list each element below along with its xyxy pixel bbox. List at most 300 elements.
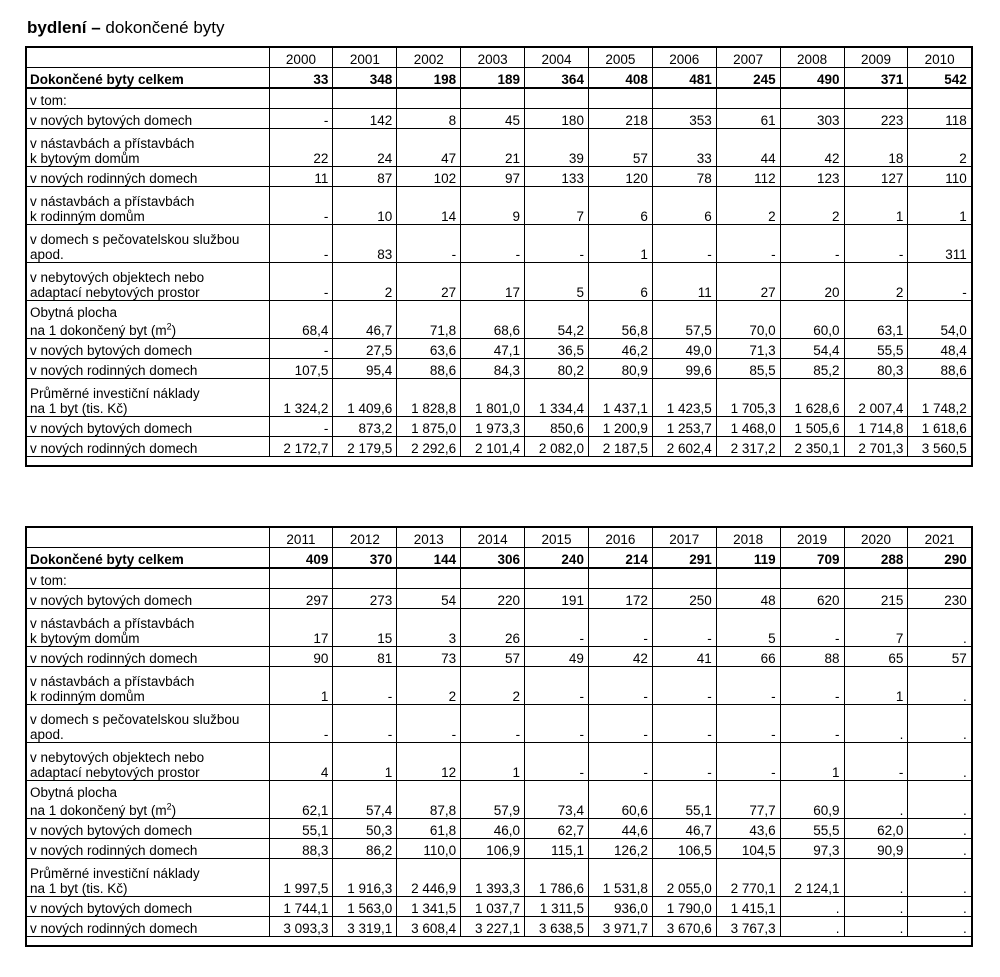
value-cell: 22 [269, 129, 333, 167]
value-cell [716, 88, 780, 109]
value-cell: 63,1 [844, 301, 908, 339]
value-cell: - [716, 705, 780, 743]
value-cell: 102 [397, 167, 461, 187]
row-label [26, 917, 269, 937]
value-cell: 9 [461, 187, 525, 225]
value-cell: - [461, 705, 525, 743]
value-cell: - [525, 667, 589, 705]
value-cell: 63,6 [397, 339, 461, 359]
row-label-line: v nástavbách a přístavbách [30, 674, 195, 689]
value-cell: 50,3 [333, 819, 397, 839]
value-cell: 1 253,7 [652, 417, 716, 437]
value-cell: 3 971,7 [588, 917, 652, 937]
value-cell: 44 [716, 129, 780, 167]
value-cell: 55,1 [269, 819, 333, 839]
value-cell: 56,8 [588, 301, 652, 339]
value-cell: 68,4 [269, 301, 333, 339]
row-label-line: na 1 dokončený byt $(m^2)$ [30, 321, 177, 338]
value-cell: 936,0 [588, 897, 652, 917]
header-empty-cell [26, 527, 269, 548]
value-cell: 1 409,6 [333, 379, 397, 417]
value-cell: 71,3 [716, 339, 780, 359]
value-cell: 1 628,6 [780, 379, 844, 417]
value-cell: 8 [397, 109, 461, 129]
row-label [26, 167, 269, 187]
row-label-line: adaptací nebytových prostor [30, 765, 200, 780]
value-cell: . [908, 609, 972, 647]
value-cell: 4 [269, 743, 333, 781]
table-row [26, 187, 972, 225]
value-cell: 2 [908, 129, 972, 167]
padding-cell [26, 457, 972, 467]
value-cell: 1 468,0 [716, 417, 780, 437]
value-cell: . [908, 897, 972, 917]
value-cell [844, 568, 908, 589]
value-cell: 7 [525, 187, 589, 225]
value-cell: - [844, 743, 908, 781]
padding-cell [26, 937, 972, 947]
value-cell: - [461, 225, 525, 263]
value-cell: - [397, 225, 461, 263]
value-cell: 83 [333, 225, 397, 263]
value-cell: 55,5 [780, 819, 844, 839]
value-cell: 61 [716, 109, 780, 129]
row-label-line: v nových rodinných domech [30, 363, 198, 378]
table-row [26, 667, 972, 705]
value-cell: 115,1 [525, 839, 589, 859]
value-cell: 3 560,5 [908, 437, 972, 457]
row-label [26, 548, 269, 569]
table-row [26, 917, 972, 937]
value-cell: 198 [397, 68, 461, 89]
value-cell: - [397, 705, 461, 743]
value-cell: . [908, 819, 972, 839]
value-cell: 127 [844, 167, 908, 187]
value-cell: 57 [908, 647, 972, 667]
row-label [26, 897, 269, 917]
value-cell: 39 [525, 129, 589, 167]
value-cell: 2 082,0 [525, 437, 589, 457]
value-cell: 1 786,6 [525, 859, 589, 897]
value-cell: 46,0 [461, 819, 525, 839]
row-label-line: Dokončené byty celkem [30, 72, 184, 87]
row-label [26, 379, 269, 417]
value-cell: 1 505,6 [780, 417, 844, 437]
value-cell: 57 [588, 129, 652, 167]
value-cell [333, 568, 397, 589]
value-cell: - [588, 667, 652, 705]
table-row [26, 897, 972, 917]
value-cell: - [269, 339, 333, 359]
value-cell: 107,5 [269, 359, 333, 379]
housing-table-2011-2021 [25, 526, 973, 947]
value-cell: 1 324,2 [269, 379, 333, 417]
value-cell: 303 [780, 109, 844, 129]
row-label-line: v nových bytových domech [30, 901, 193, 916]
row-label [26, 647, 269, 667]
table-row [26, 839, 972, 859]
row-label-line: Průměrné investiční náklady [30, 386, 200, 401]
value-cell: 11 [269, 167, 333, 187]
value-cell: 2 055,0 [652, 859, 716, 897]
value-cell [844, 88, 908, 109]
value-cell: 43,6 [716, 819, 780, 839]
value-cell: 3 638,5 [525, 917, 589, 937]
value-cell: 85,5 [716, 359, 780, 379]
value-cell: 1 [844, 667, 908, 705]
row-label [26, 68, 269, 89]
row-label-line: na 1 dokončený byt $(m^2)$ [30, 801, 177, 818]
value-cell: 78 [652, 167, 716, 187]
value-cell: 7 [844, 609, 908, 647]
value-cell: 66 [716, 647, 780, 667]
value-cell: 2 770,1 [716, 859, 780, 897]
value-cell: 60,9 [780, 781, 844, 819]
value-cell: 1 618,6 [908, 417, 972, 437]
row-label [26, 781, 269, 819]
value-cell: 2 007,4 [844, 379, 908, 417]
value-cell: 240 [525, 548, 589, 569]
value-cell: 311 [908, 225, 972, 263]
value-cell: 80,2 [525, 359, 589, 379]
value-cell: . [908, 667, 972, 705]
row-label-line: v nových bytových domech [30, 823, 193, 838]
value-cell: 47,1 [461, 339, 525, 359]
value-cell: 180 [525, 109, 589, 129]
row-label-line: k rodinným domům [30, 689, 145, 704]
value-cell: 68,6 [461, 301, 525, 339]
value-cell: 1 973,3 [461, 417, 525, 437]
value-cell: 542 [908, 68, 972, 89]
value-cell: 118 [908, 109, 972, 129]
row-label-line: v nástavbách a přístavbách [30, 136, 195, 151]
value-cell: 6 [652, 187, 716, 225]
year-header-cell: 2005 [588, 47, 652, 68]
value-cell: 3 319,1 [333, 917, 397, 937]
value-cell: - [525, 609, 589, 647]
value-cell: - [716, 225, 780, 263]
value-cell: . [908, 743, 972, 781]
value-cell: 46,2 [588, 339, 652, 359]
value-cell: . [908, 839, 972, 859]
value-cell: 5 [525, 263, 589, 301]
value-cell: 2 446,9 [397, 859, 461, 897]
value-cell: 2 [333, 263, 397, 301]
value-cell: 71,8 [397, 301, 461, 339]
value-cell: 54 [397, 589, 461, 609]
value-cell: 57,9 [461, 781, 525, 819]
header-empty-cell [26, 47, 269, 68]
value-cell: 620 [780, 589, 844, 609]
value-cell: 1 334,4 [525, 379, 589, 417]
value-cell: . [780, 917, 844, 937]
value-cell: 61,8 [397, 819, 461, 839]
value-cell: - [780, 667, 844, 705]
row-label-line: v nových bytových domech [30, 343, 193, 358]
value-cell: 191 [525, 589, 589, 609]
value-cell: 290 [908, 548, 972, 569]
value-cell: 1 828,8 [397, 379, 461, 417]
row-label-line: k bytovým domům [30, 151, 140, 166]
year-header-cell: 2019 [780, 527, 844, 548]
value-cell: - [269, 187, 333, 225]
row-label-line: v domech s pečovatelskou službou [30, 712, 240, 727]
row-label-line: v nových bytových domech [30, 113, 193, 128]
value-cell: 1 415,1 [716, 897, 780, 917]
value-cell: 1 437,1 [588, 379, 652, 417]
value-cell: 73,4 [525, 781, 589, 819]
row-label-line: Obytná plocha [30, 304, 118, 320]
value-cell: 99,6 [652, 359, 716, 379]
row-label [26, 88, 269, 109]
value-cell: 24 [333, 129, 397, 167]
value-cell: . [844, 897, 908, 917]
value-cell: 291 [652, 548, 716, 569]
page-title [27, 18, 225, 38]
value-cell: 1 341,5 [397, 897, 461, 917]
value-cell: 850,6 [525, 417, 589, 437]
row-label [26, 359, 269, 379]
value-cell: 2 172,7 [269, 437, 333, 457]
value-cell: 45 [461, 109, 525, 129]
value-cell: 172 [588, 589, 652, 609]
row-label [26, 263, 269, 301]
row-label-line: v tom: [30, 93, 67, 108]
value-cell: 1 037,7 [461, 897, 525, 917]
value-cell: 1 744,1 [269, 897, 333, 917]
row-label-line: v nových rodinných domech [30, 171, 198, 186]
value-cell: 408 [588, 68, 652, 89]
row-label-line: k rodinným domům [30, 209, 145, 224]
value-cell: 133 [525, 167, 589, 187]
value-cell: 223 [844, 109, 908, 129]
value-cell: - [333, 667, 397, 705]
value-cell: 27 [716, 263, 780, 301]
year-header-cell: 2000 [269, 47, 333, 68]
table-row [26, 859, 972, 897]
value-cell: 250 [652, 589, 716, 609]
row-label-line: v nástavbách a přístavbách [30, 616, 195, 631]
value-cell [525, 568, 589, 589]
value-cell: 1 [269, 667, 333, 705]
row-label-line: v domech s pečovatelskou službou [30, 232, 240, 247]
value-cell: 2 [461, 667, 525, 705]
value-cell: 142 [333, 109, 397, 129]
year-header-cell: 2003 [461, 47, 525, 68]
table-row [26, 301, 972, 339]
value-cell: - [588, 705, 652, 743]
value-cell: 2 101,4 [461, 437, 525, 457]
value-cell: 57 [461, 647, 525, 667]
year-header-cell: 2010 [908, 47, 972, 68]
value-cell: 3 608,4 [397, 917, 461, 937]
value-cell: 3 093,3 [269, 917, 333, 937]
value-cell: 1 [333, 743, 397, 781]
value-cell: 90,9 [844, 839, 908, 859]
value-cell: . [780, 897, 844, 917]
value-cell: - [652, 225, 716, 263]
value-cell: 18 [844, 129, 908, 167]
value-cell [588, 88, 652, 109]
year-header-cell: 2011 [269, 527, 333, 548]
row-label [26, 225, 269, 263]
value-cell: 245 [716, 68, 780, 89]
value-cell [716, 568, 780, 589]
row-label-line: k bytovým domům [30, 631, 140, 646]
value-cell: 214 [588, 548, 652, 569]
value-cell: 144 [397, 548, 461, 569]
value-cell: 2 317,2 [716, 437, 780, 457]
year-header-cell: 2009 [844, 47, 908, 68]
value-cell: - [269, 705, 333, 743]
year-header-row [26, 527, 972, 548]
value-cell [397, 88, 461, 109]
year-header-cell: 2006 [652, 47, 716, 68]
year-header-cell: 2020 [844, 527, 908, 548]
table-row [26, 819, 972, 839]
value-cell: 3 227,1 [461, 917, 525, 937]
year-header-cell: 2021 [908, 527, 972, 548]
value-cell: 2 [780, 187, 844, 225]
year-header-cell: 2018 [716, 527, 780, 548]
page-title-rest: dokončené byty [100, 18, 225, 37]
value-cell [908, 88, 972, 109]
table-row [26, 589, 972, 609]
year-header-row [26, 47, 972, 68]
value-cell: 2 187,5 [588, 437, 652, 457]
row-label-line: v nových rodinných domech [30, 843, 198, 858]
value-cell: 2 [844, 263, 908, 301]
value-cell: - [780, 609, 844, 647]
value-cell [780, 568, 844, 589]
value-cell: 88,6 [397, 359, 461, 379]
value-cell: - [525, 705, 589, 743]
row-label-line: v nových bytových domech [30, 421, 193, 436]
value-cell: . [908, 917, 972, 937]
value-cell: 33 [652, 129, 716, 167]
value-cell: - [588, 743, 652, 781]
value-cell: 1 [780, 743, 844, 781]
value-cell: . [908, 705, 972, 743]
value-cell: 62,1 [269, 781, 333, 819]
row-label [26, 339, 269, 359]
year-header-cell: 2004 [525, 47, 589, 68]
value-cell: 88 [780, 647, 844, 667]
year-header-cell: 2016 [588, 527, 652, 548]
value-cell: 15 [333, 609, 397, 647]
value-cell: - [588, 609, 652, 647]
value-cell: 1 563,0 [333, 897, 397, 917]
year-header-cell: 2002 [397, 47, 461, 68]
value-cell: 81 [333, 647, 397, 667]
row-label-line: adaptací nebytových prostor [30, 285, 200, 300]
value-cell: 1 311,5 [525, 897, 589, 917]
value-cell: 49,0 [652, 339, 716, 359]
value-cell: 46,7 [652, 819, 716, 839]
value-cell: . [908, 859, 972, 897]
value-cell: 5 [716, 609, 780, 647]
value-cell: 46,7 [333, 301, 397, 339]
year-header-cell: 2012 [333, 527, 397, 548]
value-cell: 65 [844, 647, 908, 667]
value-cell: 218 [588, 109, 652, 129]
table-padding-row [26, 457, 972, 467]
total-row [26, 68, 972, 89]
value-cell: 48 [716, 589, 780, 609]
value-cell: 2 701,3 [844, 437, 908, 457]
row-label [26, 187, 269, 225]
value-cell: 297 [269, 589, 333, 609]
year-header-cell: 2008 [780, 47, 844, 68]
row-label [26, 568, 269, 589]
row-label-line: Průměrné investiční náklady [30, 866, 200, 881]
row-label [26, 417, 269, 437]
value-cell: 370 [333, 548, 397, 569]
year-header-cell: 2017 [652, 527, 716, 548]
row-label [26, 109, 269, 129]
row-label-line: v nových rodinných domech [30, 921, 198, 936]
row-label-line: v nových rodinných domech [30, 441, 198, 456]
table-row [26, 568, 972, 589]
value-cell: 119 [716, 548, 780, 569]
value-cell: 55,5 [844, 339, 908, 359]
value-cell: - [269, 263, 333, 301]
value-cell: 48,4 [908, 339, 972, 359]
value-cell [461, 88, 525, 109]
value-cell: 20 [780, 263, 844, 301]
value-cell: 364 [525, 68, 589, 89]
value-cell: 371 [844, 68, 908, 89]
value-cell: 88,3 [269, 839, 333, 859]
row-label [26, 609, 269, 647]
value-cell: 353 [652, 109, 716, 129]
value-cell: 27,5 [333, 339, 397, 359]
value-cell: 87,8 [397, 781, 461, 819]
value-cell: - [269, 225, 333, 263]
value-cell: 230 [908, 589, 972, 609]
table-row [26, 705, 972, 743]
value-cell: 2 [716, 187, 780, 225]
value-cell: 1 748,2 [908, 379, 972, 417]
value-cell: 2 350,1 [780, 437, 844, 457]
row-label-line: v nových bytových domech [30, 593, 193, 608]
value-cell: 409 [269, 548, 333, 569]
row-label-line: Obytná plocha [30, 784, 118, 800]
value-cell: - [652, 609, 716, 647]
table-row [26, 743, 972, 781]
table-row [26, 379, 972, 417]
value-cell: 6 [588, 187, 652, 225]
value-cell [780, 88, 844, 109]
value-cell: 306 [461, 548, 525, 569]
value-cell: 110 [908, 167, 972, 187]
row-label-line: Dokončené byty celkem [30, 552, 184, 567]
table-row [26, 129, 972, 167]
value-cell: 70,0 [716, 301, 780, 339]
value-cell: 1 875,0 [397, 417, 461, 437]
value-cell: . [844, 917, 908, 937]
year-header-cell: 2014 [461, 527, 525, 548]
value-cell: 62,0 [844, 819, 908, 839]
superscript-2: 2 [166, 321, 172, 332]
value-cell: 97,3 [780, 839, 844, 859]
value-cell [525, 88, 589, 109]
value-cell: - [716, 667, 780, 705]
value-cell: 1 801,0 [461, 379, 525, 417]
row-label [26, 667, 269, 705]
value-cell: 481 [652, 68, 716, 89]
table-row [26, 437, 972, 457]
